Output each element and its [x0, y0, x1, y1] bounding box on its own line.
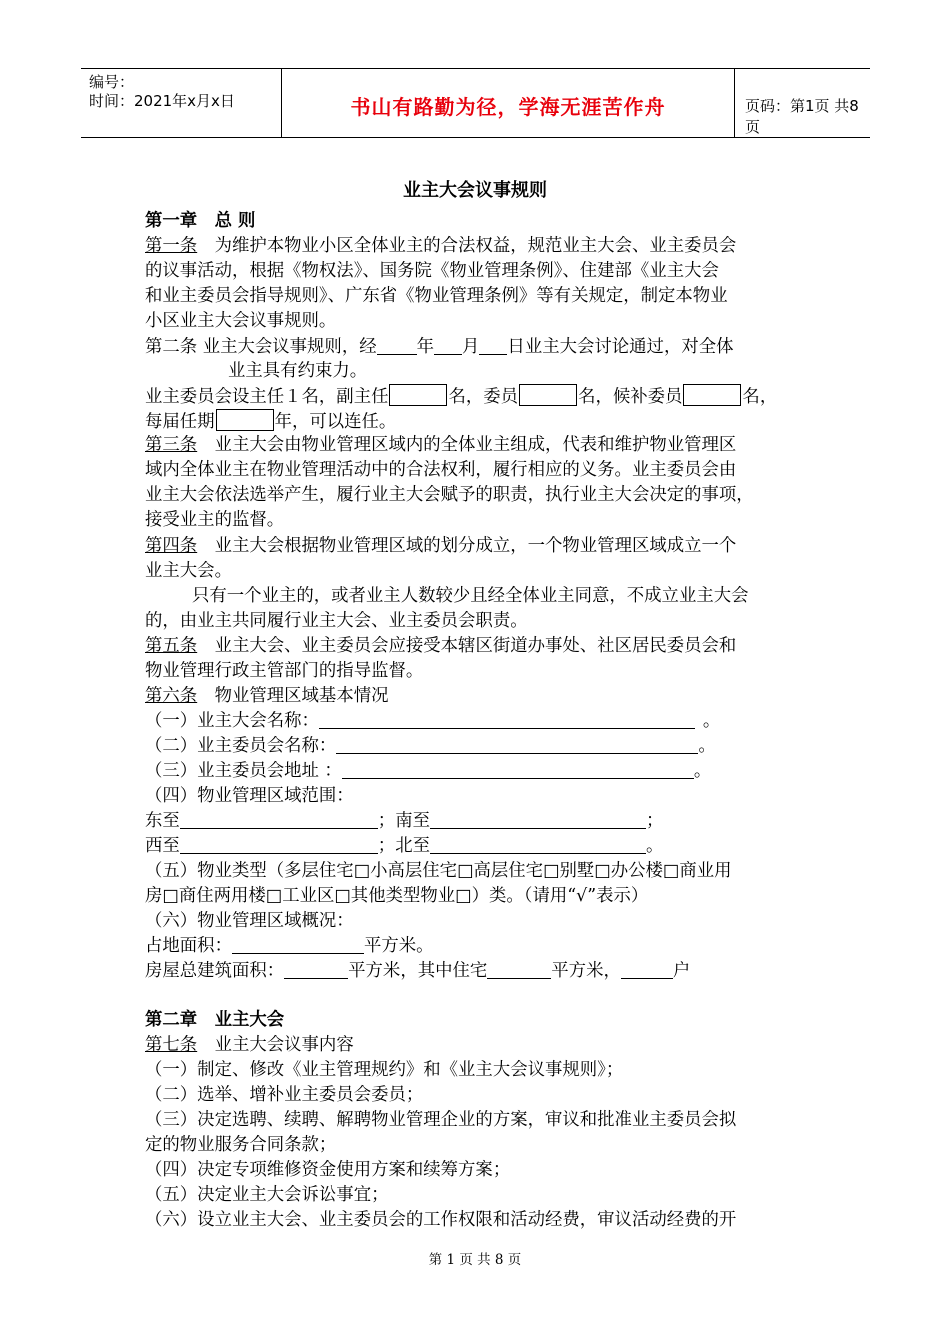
north-blank[interactable] [430, 837, 646, 854]
west-north-line [145, 835, 663, 857]
month-blank[interactable] [434, 338, 462, 355]
semicolon: ； [645, 811, 664, 831]
article-1-label: 第一条 [145, 236, 198, 256]
west-label: 西至 [145, 836, 180, 856]
article-7-item-1: （一）制定、修改《业主管理规约》和《业主大会议事规则》； [145, 1060, 624, 1080]
article-4-text: 业主大会根据物业管理区域的划分成立，一个物业管理区域成立一个 [197, 536, 737, 556]
year-label: 年 [416, 337, 435, 357]
month-label: 月 [462, 337, 480, 357]
article-7-text: 业主大会议事内容 [197, 1035, 354, 1055]
south-label: ；南至 [377, 811, 430, 831]
east-south-line [145, 810, 663, 832]
article-2-text-d: 日业主大会讨论通过，对全体 [507, 337, 734, 357]
article-7-item-6: （六）设立业主大会、业主委员会的工作权限和活动经费，审议活动经费的开 [145, 1210, 737, 1230]
east-label: 东至 [145, 811, 180, 831]
motto: 书山有路勤为径，学海无涯苦作舟 [350, 95, 666, 119]
area-range-heading: （四）物业管理区域范围： [145, 786, 354, 806]
article-3-line-3: 业主大会依法选举产生，履行业主大会赋予的职责，执行业主大会决定的事项， [145, 485, 754, 505]
residential-label: 平方米，其中住宅 [348, 961, 488, 981]
article-4-line-3: 只有一个业主的，或者业主人数较少且经全体业主同意，不成立业主大会 [192, 586, 749, 606]
property-type-line-2: 房□商住两用楼□工业区□其他类型物业□）类。（请用“√”表示） [145, 886, 649, 906]
term-line [145, 409, 396, 433]
article-7-item-2: （二）选举、增补业主委员会委员； [145, 1085, 424, 1105]
article-5-line-2: 物业管理行政主管部门的指导监督。 [145, 661, 424, 681]
period: 。 [693, 761, 712, 781]
article-1-text: 为维护本物业小区全体业主的合法权益，规范业主大会、业主委员会 [197, 236, 737, 256]
vice-director-box[interactable] [389, 384, 447, 406]
area-overview-heading: （六）物业管理区域概况： [145, 911, 354, 931]
alternate-member-box[interactable] [683, 384, 741, 406]
east-blank[interactable] [180, 812, 378, 829]
land-area-label: 占地面积： [145, 936, 232, 956]
chapter-1-heading: 第一章 总 则 [145, 211, 256, 231]
article-3-line-2: 域内全体业主在物业管理活动中的合法权利，履行相应的义务。业主委员会由 [145, 460, 737, 480]
period: 。 [645, 836, 664, 856]
chapter-2-heading: 第二章 业主大会 [145, 1010, 285, 1030]
document-title: 业主大会议事规则 [403, 180, 547, 201]
committee-name-blank[interactable] [336, 737, 698, 754]
article-1-line-3: 和业主委员会指导规则》、广东省《物业管理条例》等有关规定，制定本物业 [145, 286, 728, 306]
committee-text-c: 名，候补委员 [578, 387, 683, 407]
building-area-line [145, 960, 690, 982]
period: 。 [702, 711, 721, 731]
article-4-line-2: 业主大会。 [145, 561, 232, 581]
document-number-label: 编号： [89, 73, 135, 91]
article-4-line-1 [145, 535, 736, 557]
article-5-label: 第五条 [145, 636, 198, 656]
committee-address-blank[interactable] [342, 762, 694, 779]
building-area-blank[interactable] [284, 962, 348, 979]
residential-unit: 平方米， [551, 961, 621, 981]
committee-text-a: 业主委员会设主任１名，副主任 [145, 387, 389, 407]
article-3-line-1 [145, 434, 736, 456]
assembly-name-line [145, 710, 720, 732]
header-meta-cell [81, 69, 281, 137]
article-2-line-2: 业主具有约束力。 [228, 361, 368, 381]
west-blank[interactable] [180, 837, 378, 854]
land-area-blank[interactable] [232, 937, 364, 954]
land-area-line [145, 935, 434, 957]
committee-address-label: （三）业主委员会地址 ： [145, 761, 342, 781]
article-5-line-1 [145, 635, 736, 657]
term-box[interactable] [216, 409, 274, 431]
households-blank[interactable] [621, 962, 673, 979]
header-page-cell [735, 69, 870, 137]
land-area-unit: 平方米。 [363, 936, 434, 956]
page-footer: 第 1 页 共 8 页 [428, 1252, 522, 1268]
households-unit: 户 [672, 961, 691, 981]
committee-name-label: （二）业主委员会名称： [145, 736, 337, 756]
member-box[interactable] [519, 384, 577, 406]
residential-area-blank[interactable] [487, 962, 551, 979]
article-7-line-1 [145, 1034, 354, 1056]
period: 。 [698, 736, 716, 756]
article-6-line-1 [145, 685, 389, 707]
article-6-text: 物业管理区域基本情况 [197, 686, 389, 706]
article-2-text-a: 第二条 业主大会议事规则，经 [145, 337, 377, 357]
committee-name-line [145, 735, 716, 757]
article-7-label: 第七条 [145, 1035, 198, 1055]
property-type-line-1: （五）物业类型（多层住宅□小高层住宅□高层住宅□别墅□办公楼□商业用 [145, 861, 732, 881]
article-1-line-2: 的议事活动，根据《物权法》、国务院《物业管理条例》、住建部《业主大会 [145, 261, 719, 281]
year-blank[interactable] [377, 338, 417, 355]
building-area-label: 房屋总建筑面积： [145, 961, 285, 981]
article-7-item-3-line-2: 定的物业服务合同条款； [145, 1135, 337, 1155]
article-3-text: 业主大会由物业管理区域内的全体业主组成，代表和维护物业管理区 [197, 435, 737, 455]
article-3-line-4: 接受业主的监督。 [145, 510, 285, 530]
south-blank[interactable] [430, 812, 646, 829]
committee-line [145, 384, 777, 408]
term-text-b: 年，可以连任。 [274, 412, 397, 432]
article-1-line-1 [145, 235, 736, 257]
article-7-item-3-line-1: （三）决定选聘、续聘、解聘物业管理企业的方案，审议和批准业主委员会拟 [145, 1110, 737, 1130]
header-motto-cell [281, 69, 735, 137]
article-7-item-4: （四）决定专项维修资金使用方案和续筹方案； [145, 1160, 511, 1180]
header-page-number: 页码：第1页 共8页 [745, 97, 859, 136]
assembly-name-blank[interactable] [319, 712, 695, 729]
term-text-a: 每届任期 [145, 412, 215, 432]
committee-text-d: 名， [742, 387, 778, 407]
article-4-line-4: 的，由业主共同履行业主大会、业主委员会职责。 [145, 611, 528, 631]
page-header [81, 68, 870, 138]
article-7-item-5: （五）决定业主大会诉讼事宜； [145, 1185, 389, 1205]
article-6-label: 第六条 [145, 686, 198, 706]
article-2-line-1 [145, 336, 734, 358]
day-blank[interactable] [479, 338, 507, 355]
article-5-text: 业主大会、业主委员会应接受本辖区街道办事处、社区居民委员会和 [197, 636, 737, 656]
north-label: ；北至 [377, 836, 430, 856]
document-date-label: 时间：2021年x月x日 [89, 92, 235, 110]
article-4-label: 第四条 [145, 536, 198, 556]
assembly-name-label: （一）业主大会名称： [145, 711, 319, 731]
committee-address-line [145, 760, 711, 782]
article-3-label: 第三条 [145, 435, 198, 455]
article-1-line-4: 小区业主大会议事规则。 [145, 311, 337, 331]
committee-text-b: 名，委员 [448, 387, 519, 407]
